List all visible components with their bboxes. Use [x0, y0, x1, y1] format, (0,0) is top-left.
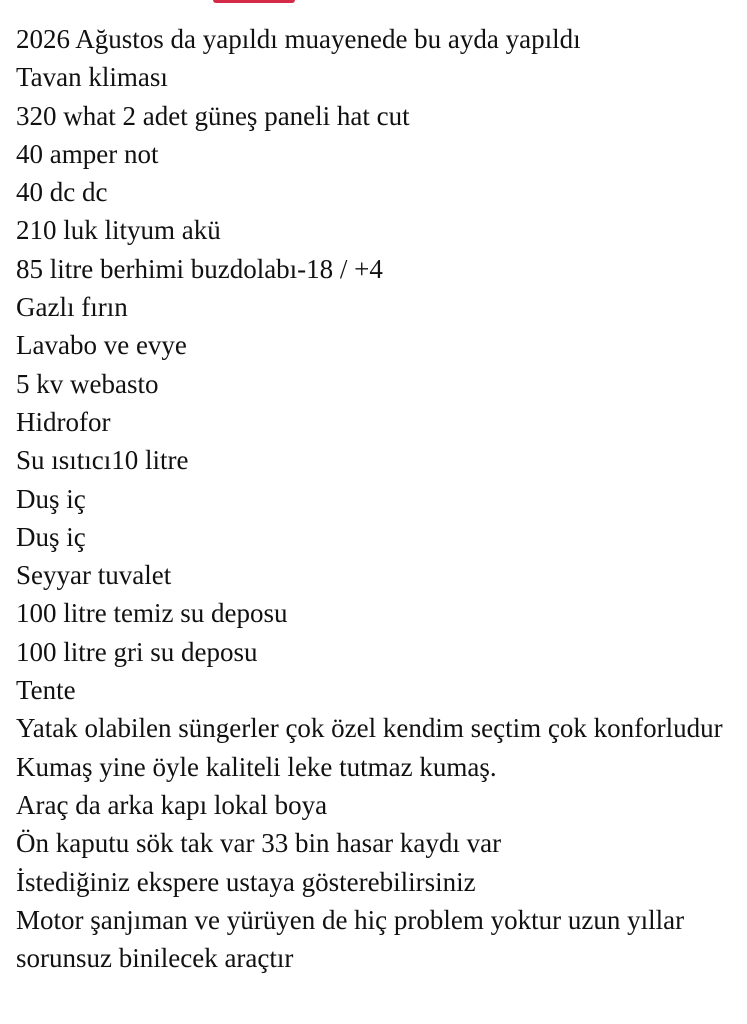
description-line: Duş iç — [16, 483, 86, 514]
description-line: Lavabo ve evye — [16, 330, 187, 361]
description-line: Tente — [16, 675, 76, 706]
description-line: Motor şanjıman ve yürüyen de hiç problem yoktur uzun yıllar sorunsuz binilecek araçtır — [16, 904, 685, 974]
top-accent-bar — [213, 0, 295, 3]
description-line: Hidrofor — [16, 406, 111, 437]
description-line: Seyyar tuvalet — [16, 560, 172, 591]
description-line: 40 dc dc — [16, 177, 108, 208]
description-line: Tavan kliması — [16, 62, 168, 93]
description-line: Yatak olabilen süngerler çok özel kendim seçtim çok konforludur — [16, 713, 723, 744]
description-line: Ön kaputu sök tak var 33 bin hasar kaydı var — [16, 828, 502, 859]
description-line: Gazlı fırın — [16, 292, 128, 323]
description-line: Araç da arka kapı lokal boya — [16, 789, 328, 820]
description-line: 100 litre temiz su deposu — [16, 598, 288, 629]
description-line: 2026 Ağustos da yapıldı muayenede bu ayda yapıldı — [16, 24, 581, 54]
description-line: İstediğiniz ekspere ustaya gösterebilirsiniz — [16, 866, 476, 897]
listing-description — [16, 20, 731, 977]
description-line: 320 what 2 adet güneş paneli hat cut — [16, 100, 410, 131]
description-line: 210 luk lityum akü — [16, 215, 221, 246]
description-line: 100 litre gri su deposu — [16, 636, 258, 667]
description-line: Su ısıtıcı10 litre — [16, 445, 189, 476]
description-line: 85 litre berhimi buzdolabı-18 / +4 — [16, 253, 383, 284]
description-line: Duş iç — [16, 521, 86, 552]
description-line: 40 amper not — [16, 138, 159, 169]
description-line: 5 kv webasto — [16, 368, 159, 399]
description-line: Kumaş yine öyle kaliteli leke tutmaz kumaş. — [16, 751, 497, 782]
